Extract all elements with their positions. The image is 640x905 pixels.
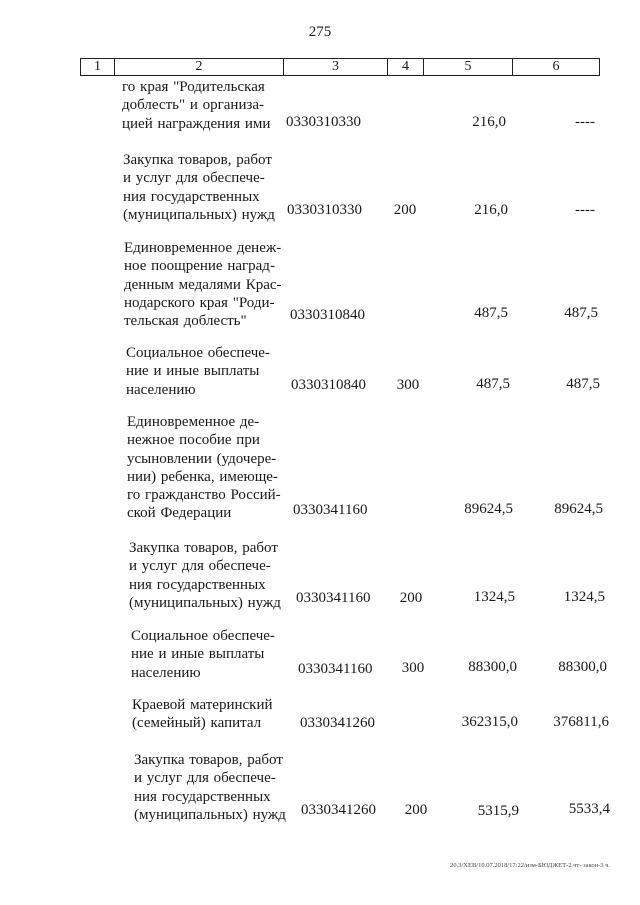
expense-type-code: 300 bbox=[401, 660, 425, 676]
description-line: ской Федерации bbox=[127, 505, 232, 522]
description-line: ния государственных bbox=[129, 576, 266, 593]
amount-year-1: 88300,0 bbox=[468, 659, 517, 675]
row-description bbox=[122, 78, 282, 133]
target-article-code: 0330310330 bbox=[287, 202, 362, 218]
target-article-code: 0330341260 bbox=[301, 802, 376, 818]
row-description bbox=[123, 151, 283, 224]
amount-year-1: 216,0 bbox=[472, 114, 506, 130]
amount-year-2: 1324,5 bbox=[563, 589, 605, 605]
description-line: и услуг для обеспече- bbox=[134, 770, 276, 787]
amount-year-2: 487,5 bbox=[566, 376, 600, 392]
page-number: 275 bbox=[308, 24, 332, 40]
description-line: Единовременное денеж- bbox=[124, 240, 282, 256]
description-line: ние и иные выплаты bbox=[126, 363, 260, 380]
description-line: ния государственных bbox=[123, 188, 260, 205]
description-line: ние и иные выплаты bbox=[131, 646, 265, 663]
column-header-2: 2 bbox=[115, 59, 284, 75]
description-line: (муниципальных) нужд bbox=[134, 806, 286, 823]
column-header-row bbox=[80, 58, 600, 76]
description-line: Закупка товаров, работ bbox=[134, 752, 283, 768]
amount-year-2: ---- bbox=[575, 114, 595, 130]
description-line: (муниципальных) нужд bbox=[129, 594, 281, 611]
amount-year-2: 487,5 bbox=[564, 305, 598, 321]
amount-year-1: 487,5 bbox=[474, 305, 508, 321]
amount-year-2: 376811,6 bbox=[553, 714, 609, 730]
description-line: нии) ребенка, имеющe- bbox=[127, 468, 278, 485]
amount-year-2: 5533,4 bbox=[568, 801, 610, 817]
expense-type-code: 200 bbox=[393, 202, 417, 218]
target-article-code: 0330341260 bbox=[300, 715, 375, 731]
description-line: Закупка товаров, работ bbox=[123, 152, 272, 168]
description-line: денным медалями Крас- bbox=[124, 276, 282, 293]
column-header-4: 4 bbox=[388, 59, 424, 75]
column-header-3: 3 bbox=[284, 59, 388, 75]
description-line: Социальное обеспече- bbox=[126, 345, 270, 361]
target-article-code: 0330310840 bbox=[291, 377, 366, 393]
description-line: цией награждения ими bbox=[122, 115, 271, 132]
amount-year-1: 89624,5 bbox=[464, 501, 513, 517]
amount-year-2: ---- bbox=[575, 202, 595, 218]
amount-year-1: 487,5 bbox=[476, 376, 510, 392]
row-description bbox=[126, 344, 286, 399]
amount-year-2: 88300,0 bbox=[558, 659, 607, 675]
description-line: и услуг для обеспече- bbox=[129, 558, 271, 575]
description-line: усыновлении (удочере- bbox=[127, 450, 277, 467]
column-header-5: 5 bbox=[424, 59, 513, 75]
row-description bbox=[132, 696, 292, 733]
description-line: тельская доблесть" bbox=[124, 313, 247, 330]
row-description bbox=[124, 239, 284, 330]
description-line: нежное пособие при bbox=[127, 432, 260, 449]
document-footer-stamp: 20.3/ХЕВ/10.07.2018/17:22/изм-БЮДЖЕТ-2 чт- закон-3 ч. bbox=[450, 862, 610, 869]
row-description bbox=[129, 539, 289, 612]
amount-year-1: 1324,5 bbox=[473, 589, 515, 605]
description-line: (муниципальных) нужд bbox=[123, 206, 275, 223]
target-article-code: 0330341160 bbox=[293, 502, 368, 518]
column-header-1: 1 bbox=[81, 59, 115, 75]
row-description bbox=[127, 413, 287, 523]
amount-year-1: 5315,9 bbox=[477, 803, 519, 819]
description-line: населению bbox=[126, 381, 196, 398]
row-description bbox=[134, 751, 294, 824]
expense-type-code: 200 bbox=[404, 802, 428, 818]
target-article-code: 0330341160 bbox=[298, 661, 373, 677]
description-line: Социальное обеспече- bbox=[131, 628, 275, 644]
target-article-code: 0330341160 bbox=[296, 590, 371, 606]
description-line: (семейный) капитал bbox=[132, 715, 262, 732]
description-line: Единовременное де- bbox=[127, 414, 260, 430]
amount-year-1: 216,0 bbox=[474, 202, 508, 218]
description-line: ния государственных bbox=[134, 788, 271, 805]
target-article-code: 0330310330 bbox=[286, 114, 361, 130]
description-line: населению bbox=[131, 664, 201, 681]
description-line: доблесть" и организа- bbox=[122, 97, 265, 114]
expense-type-code: 200 bbox=[399, 590, 423, 606]
description-line: и услуг для обеспече- bbox=[123, 170, 265, 187]
target-article-code: 0330310840 bbox=[290, 307, 365, 323]
row-description bbox=[131, 627, 291, 682]
description-line: го гражданство Россий- bbox=[127, 487, 281, 504]
description-line: ное поощрение наград- bbox=[124, 258, 275, 275]
amount-year-2: 89624,5 bbox=[554, 501, 603, 517]
description-line: нодарского края "Роди- bbox=[124, 294, 275, 311]
description-line: го края "Родительская bbox=[122, 79, 265, 95]
description-line: Краевой материнский bbox=[132, 697, 273, 713]
amount-year-1: 362315,0 bbox=[461, 714, 518, 730]
column-header-6: 6 bbox=[552, 59, 560, 74]
expense-type-code: 300 bbox=[396, 377, 420, 393]
description-line: Закупка товаров, работ bbox=[129, 540, 278, 556]
